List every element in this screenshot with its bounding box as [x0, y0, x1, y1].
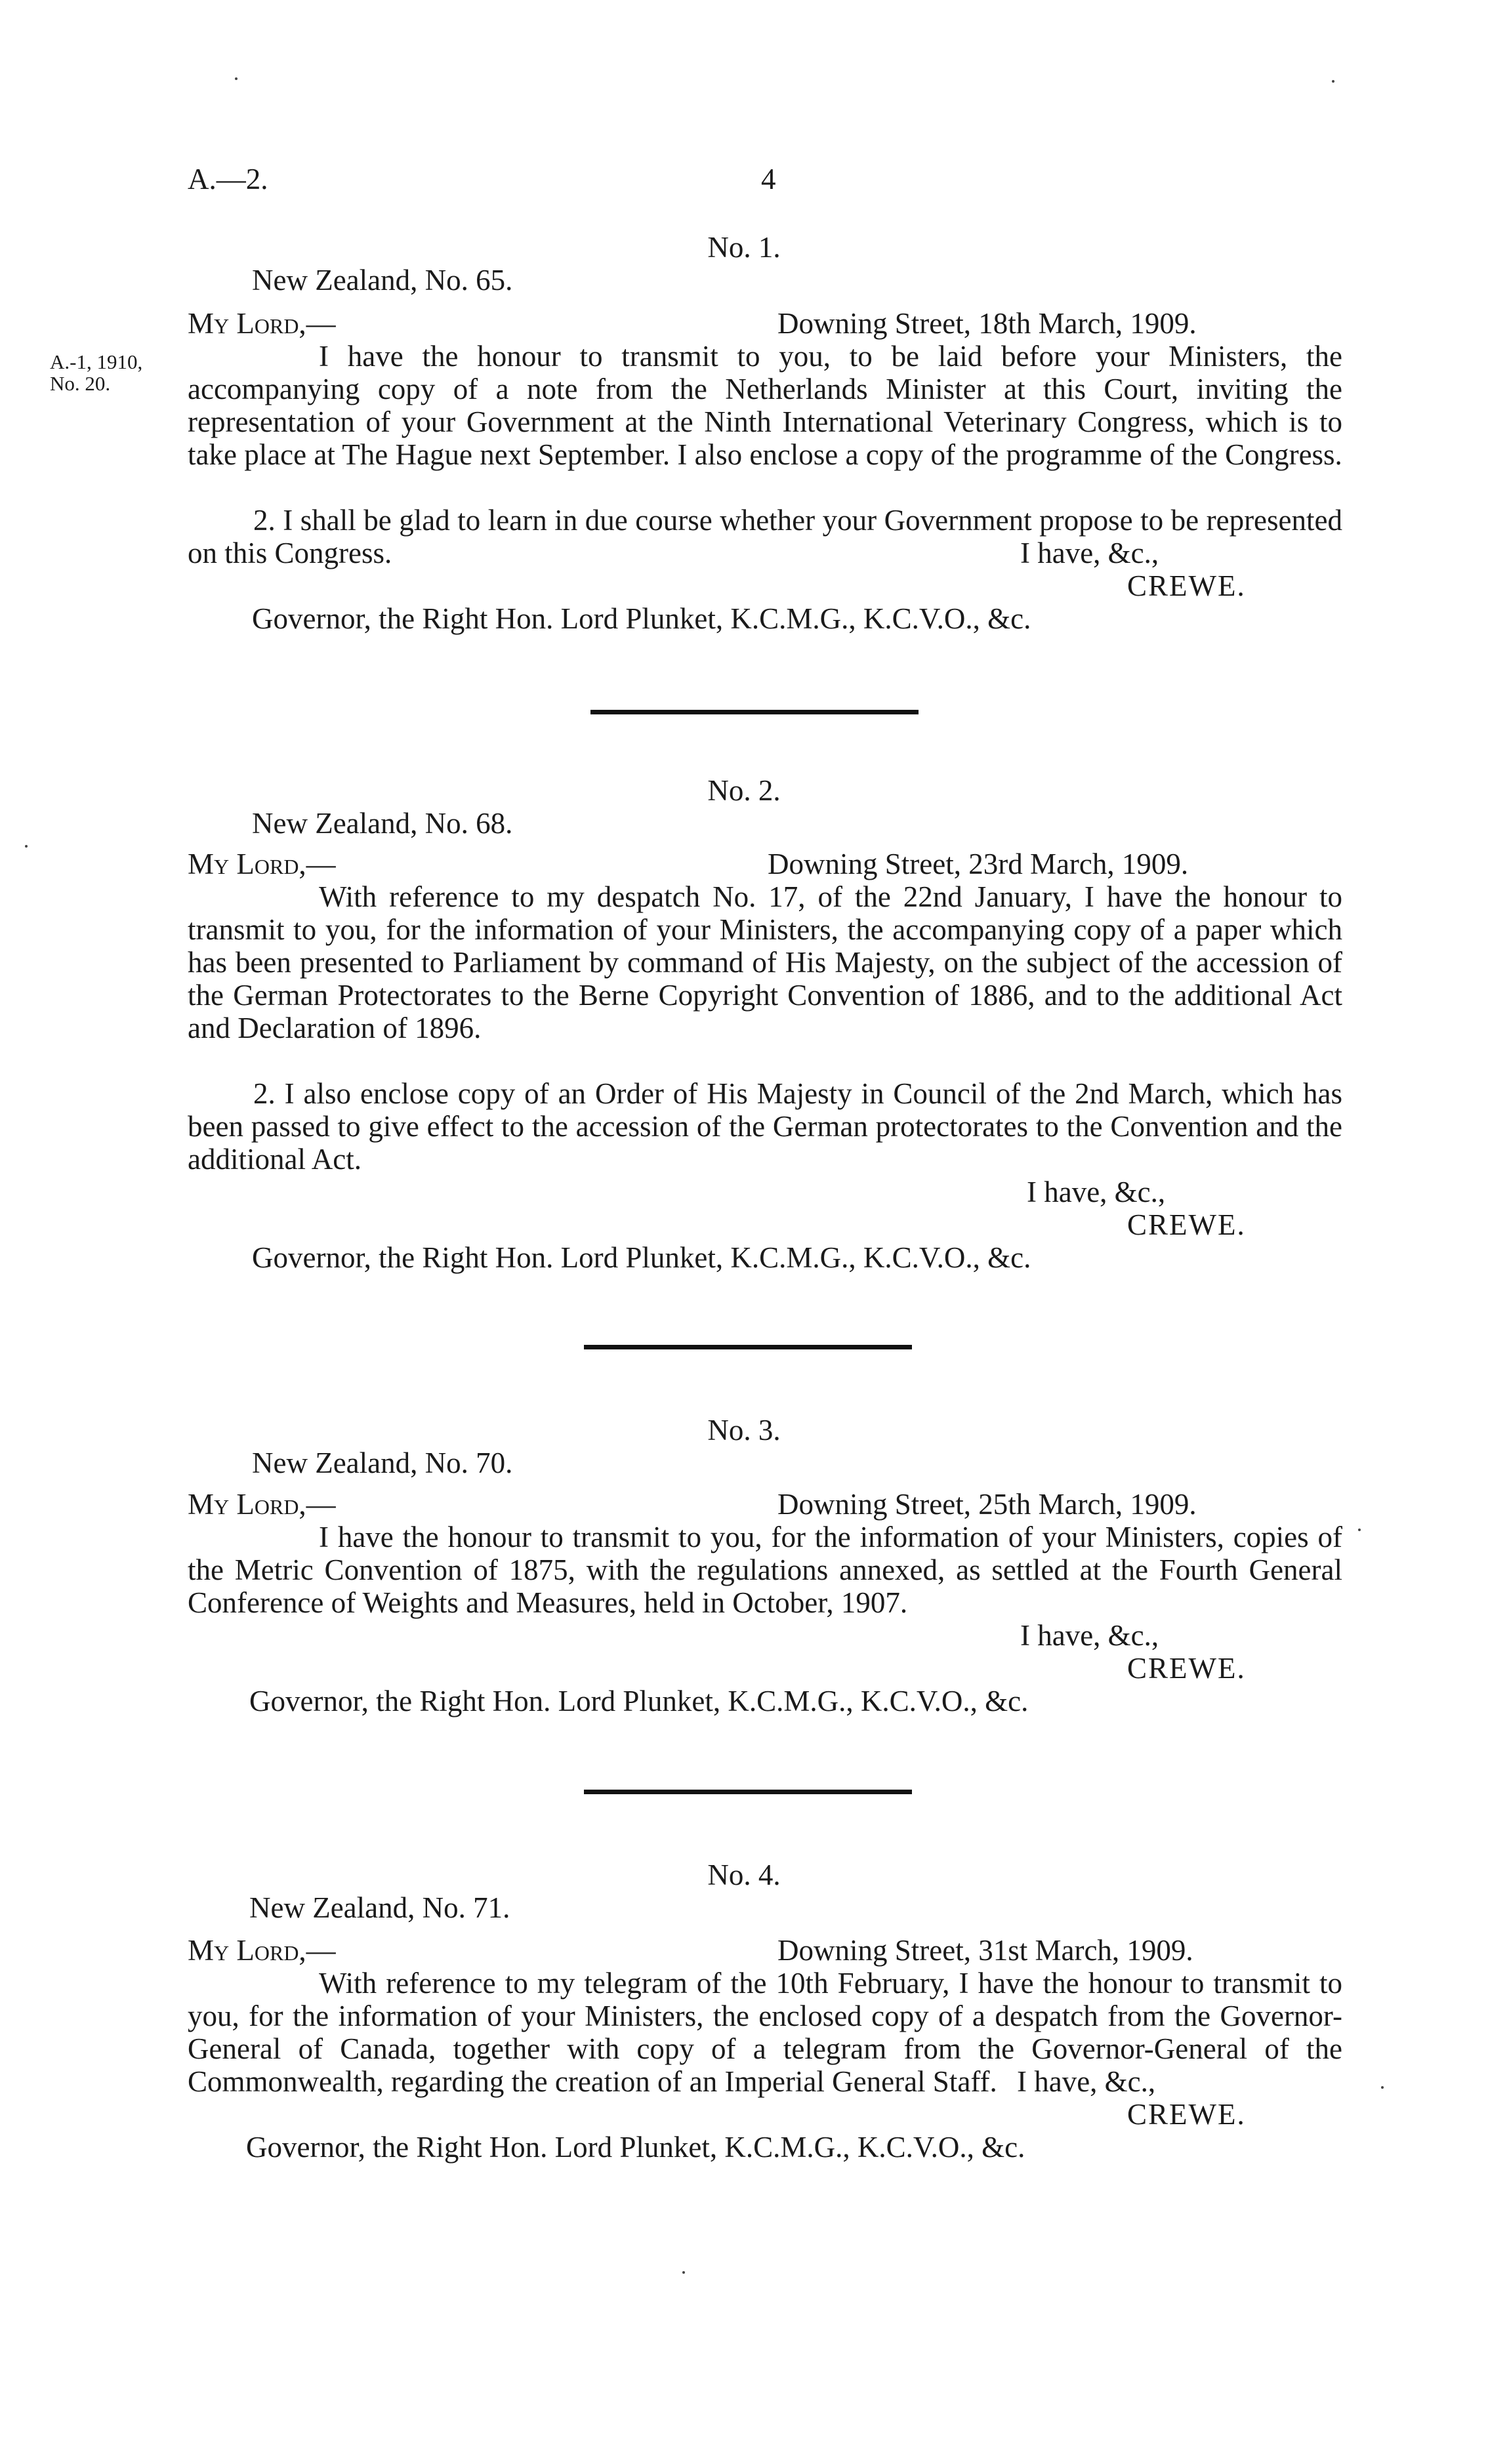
scan-speck — [25, 845, 28, 848]
closing: I have, &c., — [1020, 537, 1159, 569]
place-date: Downing Street, 23rd March, 1909. — [768, 848, 1189, 880]
addressee: Governor, the Right Hon. Lord Plunket, K.C.M.G., K.C.V.O., &c. — [252, 602, 1031, 635]
despatch-number: No. 4. — [707, 1858, 781, 1891]
salutation: My Lord,— — [188, 848, 336, 880]
margin-note-line2: No. 20. — [50, 372, 111, 395]
addressee: Governor, the Right Hon. Lord Plunket, K.C.M.G., K.C.V.O., &c. — [246, 2131, 1025, 2164]
document-reference: A.—2. — [188, 163, 268, 195]
addressee: Governor, the Right Hon. Lord Plunket, K.C.M.G., K.C.V.O., &c. — [252, 1241, 1031, 1274]
despatch-reference: New Zealand, No. 70. — [252, 1447, 513, 1479]
section-divider — [584, 1790, 912, 1794]
section-divider — [590, 710, 919, 714]
scan-speck — [1332, 80, 1334, 83]
despatch-number: No. 2. — [707, 774, 781, 807]
scan-speck — [1381, 2086, 1384, 2089]
despatch-paragraph: With reference to my despatch No. 17, of the 22nd January, I have the honour to transmit to you, for the information of your Ministers, the accompanying copy of a paper which has been presented to Parliament by command of His Majesty, on the subject of the accession of the German Protectorates to the Berne Copyright Convention of 1886, and to the additional Act and Declaration of 1896. — [188, 880, 1342, 1044]
salutation: My Lord,— — [188, 1934, 336, 1967]
despatch-number: No. 3. — [707, 1414, 781, 1447]
page-number: 4 — [761, 163, 776, 195]
place-date: Downing Street, 31st March, 1909. — [777, 1934, 1193, 1967]
scan-speck — [682, 2271, 685, 2274]
place-date: Downing Street, 18th March, 1909. — [777, 307, 1197, 340]
salutation: My Lord,— — [188, 307, 336, 340]
signature: CREWE. — [1127, 2098, 1246, 2131]
despatch-paragraph: With reference to my telegram of the 10th February, I have the honour to transmit to you, for the information of your Ministers, the enclosed copy of a despatch from the Governor-General of Canada, together with copy of a telegram from the Governor-General of the Commonwealth, regarding the creation of an Imperial General Staff. — [188, 1967, 1342, 2098]
despatch-paragraph: 2. I shall be glad to learn in due course whether your Government propose to be represented on this Congress. — [188, 504, 1342, 569]
place-date: Downing Street, 25th March, 1909. — [777, 1488, 1197, 1521]
closing: I have, &c., — [1020, 1619, 1159, 1652]
despatch-reference: New Zealand, No. 65. — [252, 264, 513, 297]
despatch-paragraph: I have the honour to transmit to you, for the information of your Ministers, copies of the Metric Convention of 1875, with the regulations annexed, as settled at the Fourth General Conference of Weights and Measures, held in October, 1907. — [188, 1521, 1342, 1619]
closing: I have, &c., — [1027, 1176, 1166, 1208]
scan-speck — [1358, 1529, 1361, 1531]
signature: CREWE. — [1127, 1208, 1246, 1241]
signature: CREWE. — [1127, 569, 1246, 602]
despatch-paragraph: 2. I also enclose copy of an Order of His Majesty in Council of the 2nd March, which has been passed to give effect to the accession of the German protectorates to the Convention and the additional Act. — [188, 1077, 1342, 1176]
closing: I have, &c., — [1017, 2065, 1156, 2098]
despatch-reference: New Zealand, No. 71. — [249, 1891, 510, 1924]
margin-note-line1: A.-1, 1910, — [50, 350, 143, 373]
addressee: Governor, the Right Hon. Lord Plunket, K.C.M.G., K.C.V.O., &c. — [249, 1685, 1029, 1717]
despatch-number: No. 1. — [707, 231, 781, 264]
scan-speck — [235, 77, 238, 80]
despatch-paragraph: I have the honour to transmit to you, to be laid before your Ministers, the accompanying copy of a note from the Netherlands Minister at this Court, inviting the representation of your Government at the Ninth International Veterinary Congress, which is to take place at The Hague next September. I also enclose a copy of the programme of the Congress. — [188, 340, 1342, 471]
salutation: My Lord,— — [188, 1488, 336, 1521]
despatch-reference: New Zealand, No. 68. — [252, 807, 513, 840]
signature: CREWE. — [1127, 1652, 1246, 1685]
section-divider — [584, 1345, 912, 1349]
